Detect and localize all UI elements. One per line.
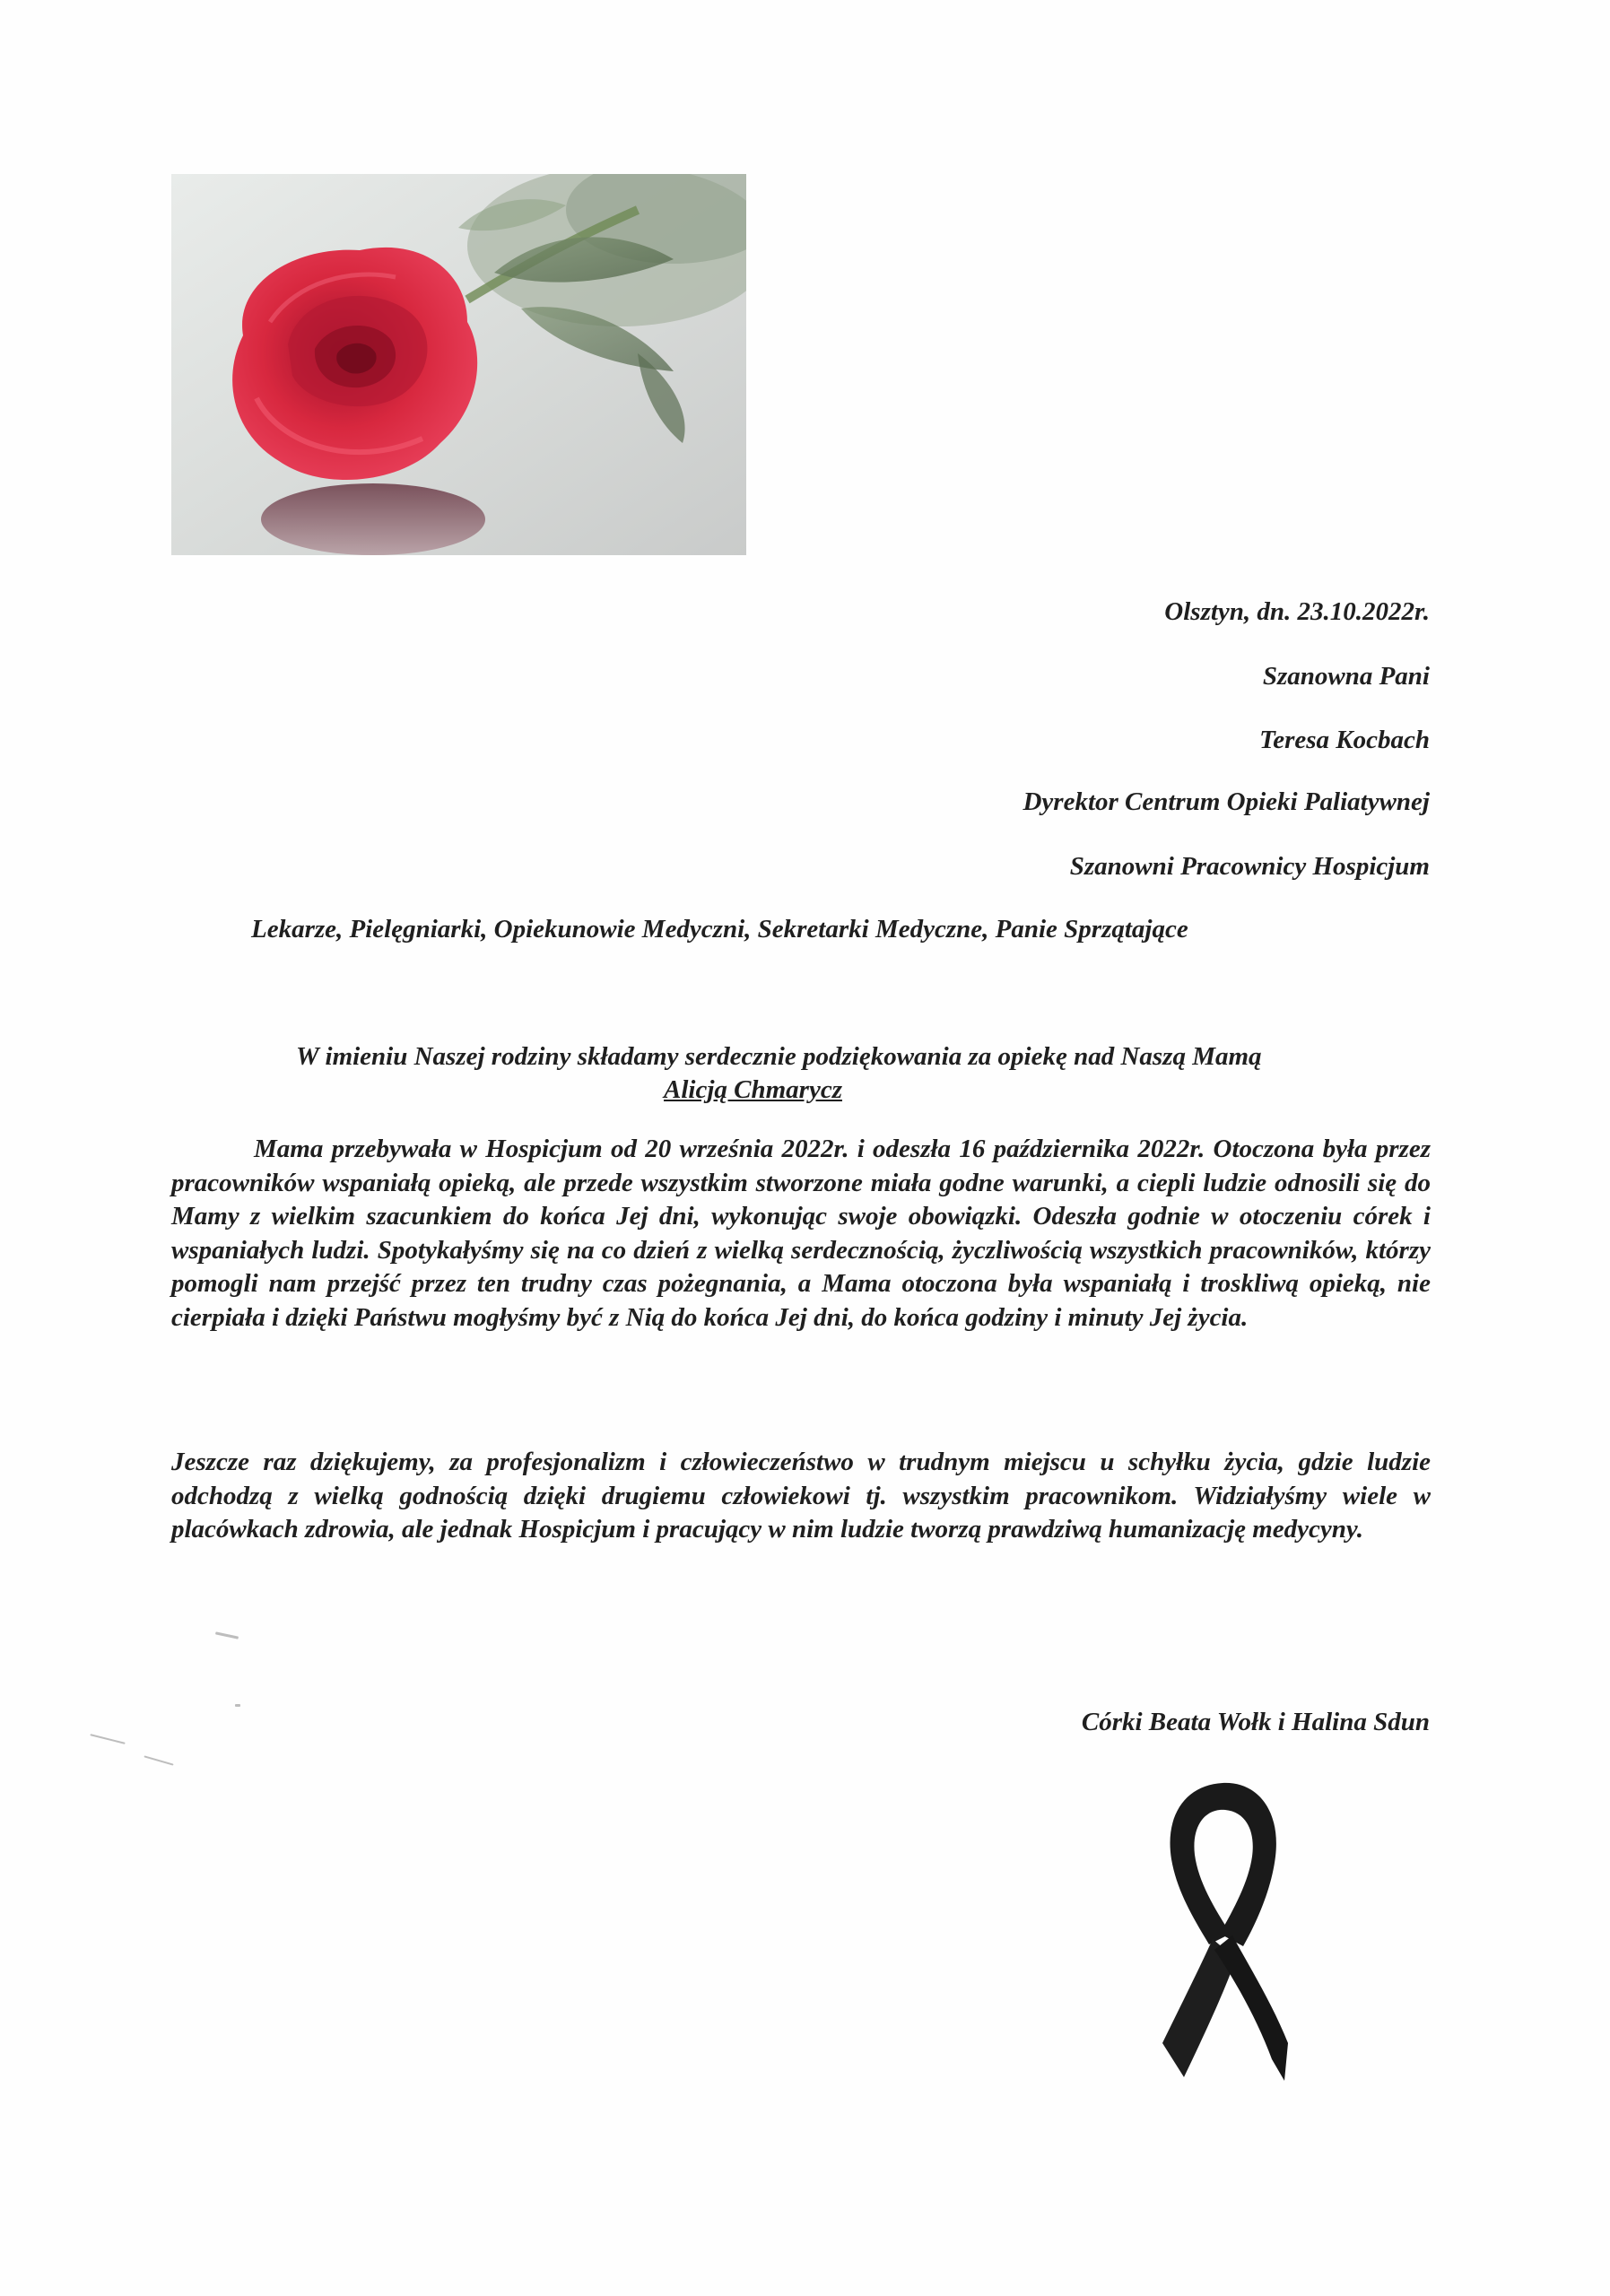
- scan-speck: [144, 1755, 173, 1765]
- red-rose-photo: [171, 174, 746, 555]
- body-paragraph-2: Jeszcze raz dziękujemy, za profesjonalizm i człowieczeństwo w trudnym miejscu u schyłku życia, gdzie ludzie odchodzą z wielką godnością dzięki drugiemu człowiekowi tj. wszystkim pracownikom. Widziałyśmy wiele w placówkach zdrowia, ale jednak Hospicjum i pracujący w nim ludzie tworzą prawdziwą humanizację medycyny.: [171, 1448, 1431, 1544]
- staff-list: Lekarze, Pielęgniarki, Opiekunowie Medyczni, Sekretarki Medyczne, Panie Sprzątające: [251, 915, 1188, 944]
- scan-speck: [215, 1631, 239, 1639]
- scan-speck: [90, 1734, 125, 1744]
- place-date: Olsztyn, dn. 23.10.2022r.: [1164, 597, 1430, 626]
- recipient-name: Teresa Kocbach: [1259, 726, 1430, 754]
- body-paragraph-1: Mama przebywała w Hospicjum od 20 września 2022r. i odeszła 16 października 2022r. Otoczona była przez pracowników wspaniałą opieką, ale przede wszystkim stworzone miała godne warunki, a ciepli ludzie odnosili się do Mamy z wielkim szacunkiem do końca Jej dni, wykonując swoje obowiązki. Odeszła godnie w otoczeniu córek i wspaniałych ludzi. Spotykałyśmy się na co dzień z wielką serdecznością, życzliwością wszystkich pracowników, którzy pomogli nam przejść przez ten trudny czas pożegnania, a Mama otoczona była wspaniałą i troskliwą opieką, nie cierpiała i dzięki Państwu mogłyśmy być z Nią do końca Jej dni, do końca godziny i minuty Jej życia.: [171, 1135, 1431, 1332]
- intro-line: W imieniu Naszej rodziny składamy serdecznie podziękowania za opiekę nad Naszą Mamą: [296, 1042, 1262, 1071]
- intro-name: Alicją Chmarycz: [664, 1075, 842, 1104]
- salutation: Szanowna Pani: [1262, 662, 1430, 691]
- staff-salutation: Szanowni Pracownicy Hospicjum: [1069, 852, 1430, 881]
- recipient-title: Dyrektor Centrum Opieki Paliatywnej: [1023, 787, 1430, 816]
- scan-speck: [235, 1704, 240, 1707]
- signature: Córki Beata Wołk i Halina Sdun: [1081, 1708, 1430, 1736]
- black-mourning-ribbon-icon: [1137, 1774, 1317, 2088]
